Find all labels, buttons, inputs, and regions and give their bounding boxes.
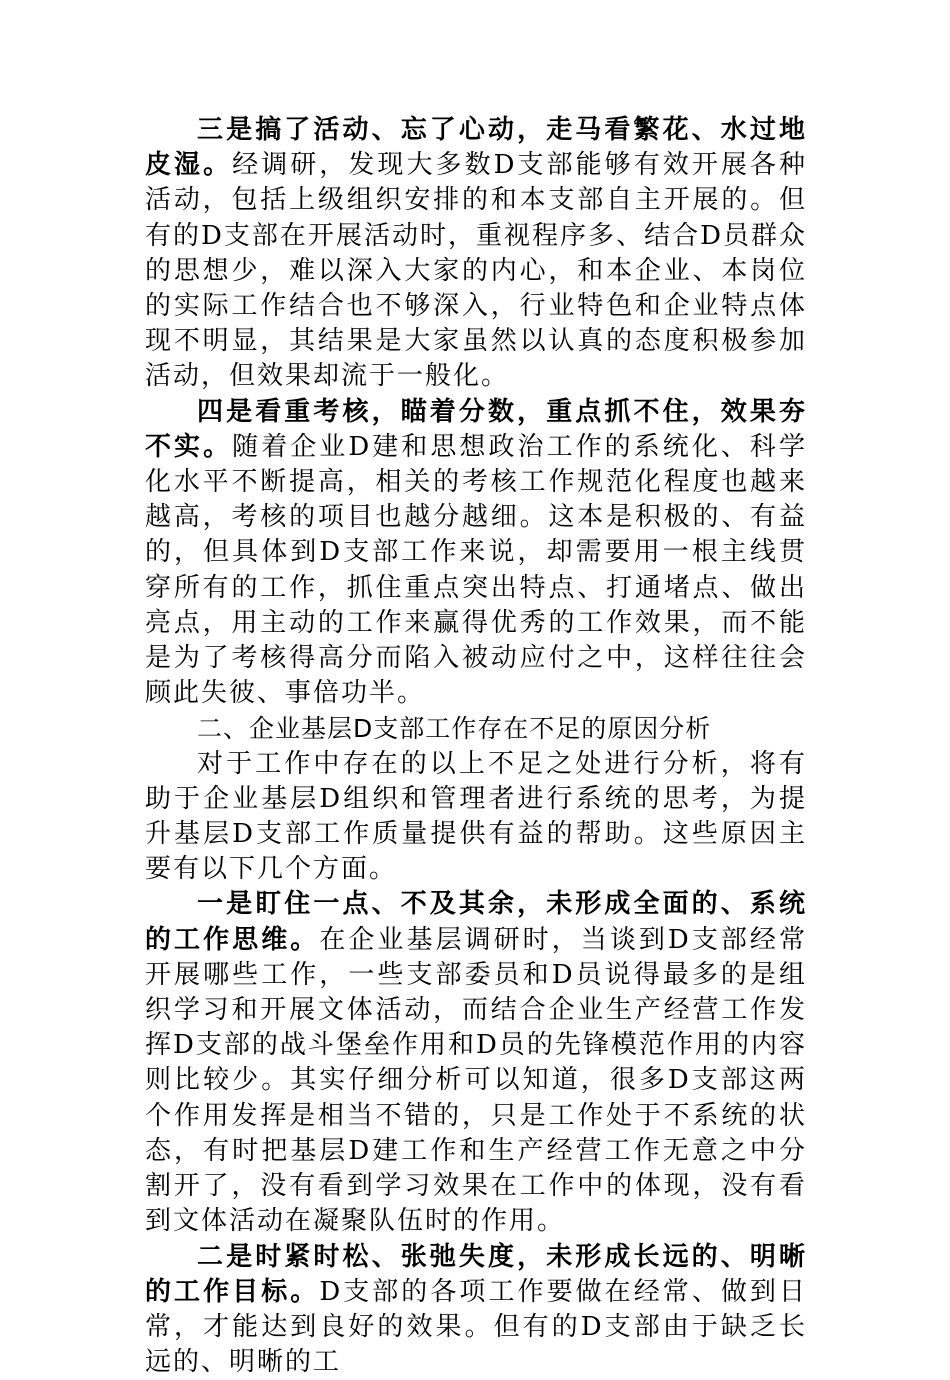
paragraph-assessment: [145, 395, 807, 712]
paragraph-body: D支部的各项工作要做在经常、做到日常，才能达到良好的效果。但有的D支部由于缺乏长远的、明晰的工: [145, 1277, 807, 1377]
section-heading: 二、企业基层D支部工作存在不足的原因分析: [145, 711, 807, 746]
paragraph-body: 对于工作中存在的以上不足之处进行分析，将有助于企业基层D组织和管理者进行系统的思考，为提升基层D支部工作质量提供有益的帮助。这些原因主要有以下几个方面。: [145, 749, 807, 885]
paragraph-body: 在企业基层调研时，当谈到D支部经常开展哪些工作，一些支部委员和D员说得最多的是组织学习和开展文体活动，而结合企业生产经营工作发挥D支部的战斗堡垒作用和D员的先锋模范作用的内容则比较少。其实仔细分析可以知道，很多D支部这两个作用发挥是相当不错的，只是工作处于不系统的状态，有时把基层D建工作和生产经营工作无意之中分割开了，没有看到学习效果在工作中的体现，没有看到文体活动在凝聚队伍时的作用。: [145, 925, 807, 1237]
paragraph-intro: [145, 747, 807, 888]
paragraph-lead: 二是时紧时松、张弛失度，未形成长远的、明晰的工作目标。: [145, 1242, 807, 1307]
paragraph-lead: 一是盯住一点、不及其余，未形成全面的、系统的工作思维。: [145, 889, 807, 954]
paragraph-work-goals: [145, 1240, 807, 1380]
paragraph-body: 随着企业D建和思想政治工作的系统化、科学化水平不断提高，相关的考核工作规范化程度也越来越高，考核的项目也越分越细。这本是积极的、有益的，但具体到D支部工作来说，却需要用一根主线贯穿所有的工作，抓住重点突出特点、打通堵点、做出亮点，用主动的工作来赢得优秀的工作效果，而不能是为了考核得高分而陷入被动应付之中，这样往往会顾此失彼、事倍功半。: [145, 432, 807, 708]
document-page: [145, 113, 807, 1380]
paragraph-body: 经调研，发现大多数D支部能够有效开展各种活动，包括上级组织安排的和本支部自主开展的。但有的D支部在开展活动时，重视程序多、结合D员群众的思想少，难以深入大家的内心，和本企业、本岗位的实际工作结合也不够深入，行业特色和企业特点体现不明显，其结果是大家虽然以认真的态度积极参加活动，但效果却流于一般化。: [145, 150, 807, 391]
paragraph-system-thinking: [145, 887, 807, 1239]
paragraph-lead: 四是看重考核，瞄着分数，重点抓不住，效果夯不实。: [145, 397, 807, 462]
paragraph-activities: [145, 113, 807, 395]
paragraph-lead: 三是搞了活动、忘了心动，走马看繁花、水过地皮湿。: [145, 115, 807, 180]
